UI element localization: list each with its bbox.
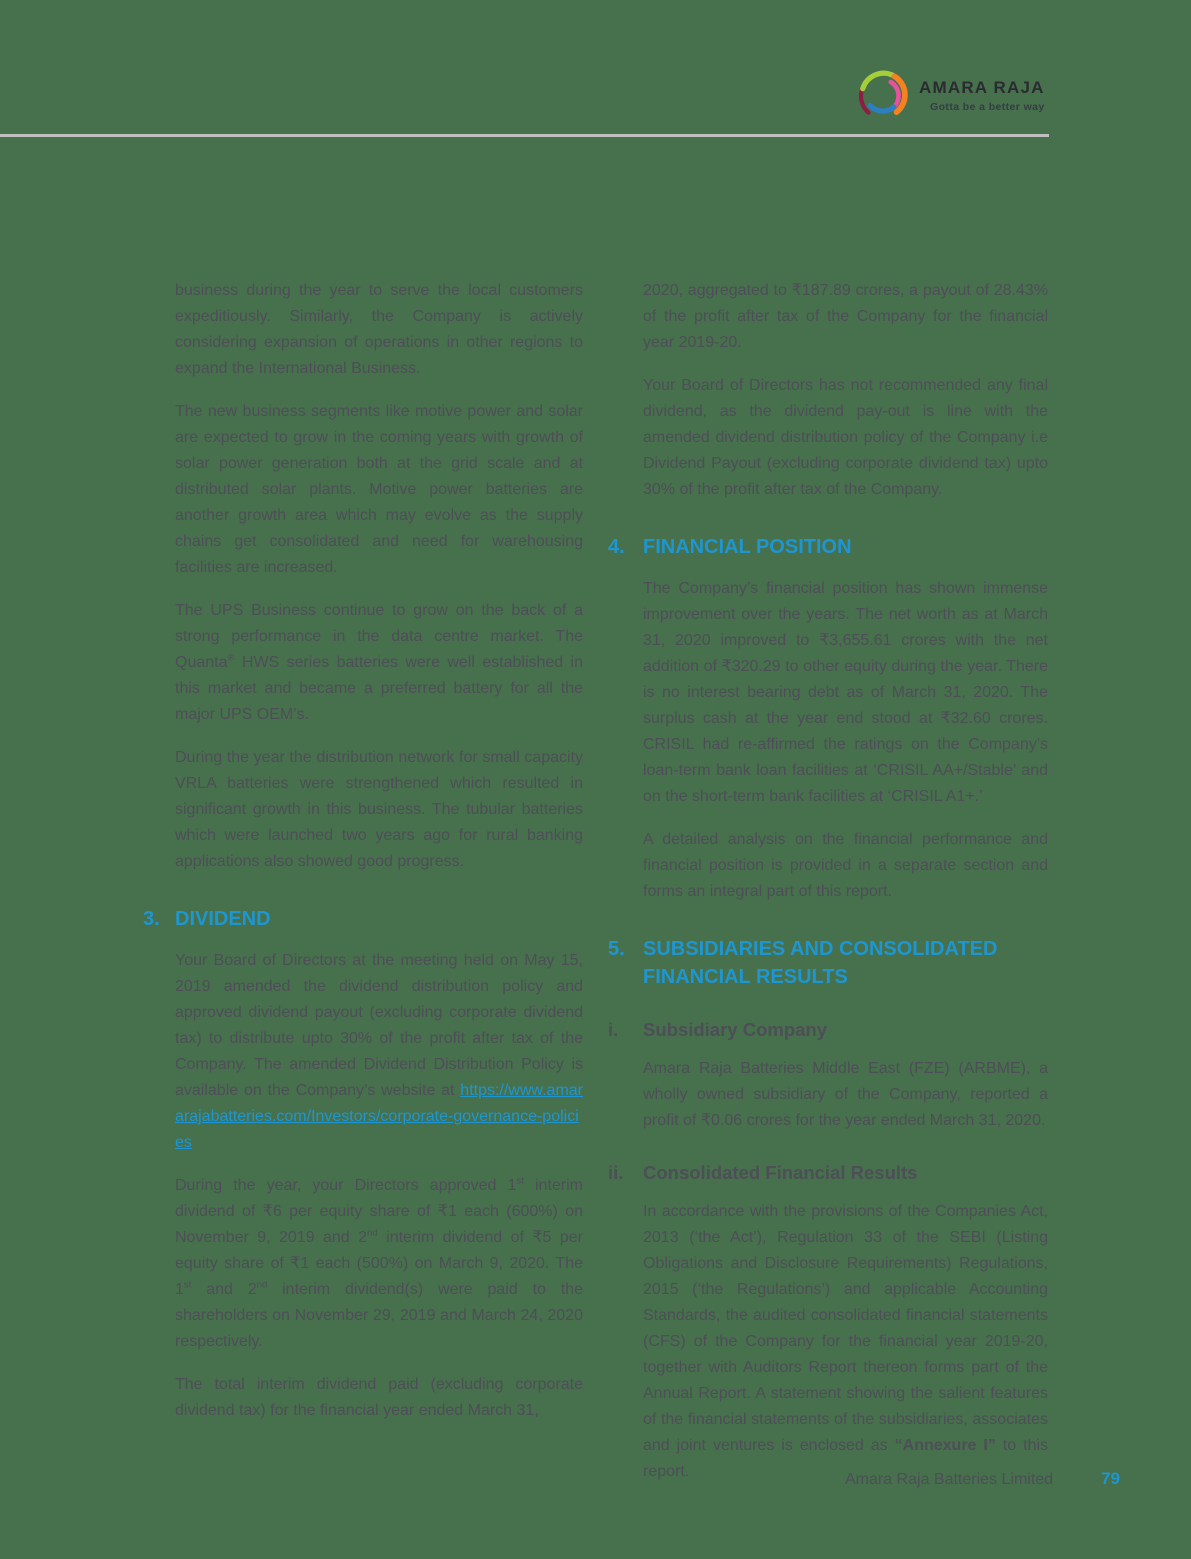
- superscript-text: ®: [227, 652, 235, 664]
- company-logo: [856, 68, 1045, 122]
- superscript-text: st: [516, 1175, 524, 1187]
- text-segment: The UPS Business continue to grow on the back of a strong performance in the data centre market. The Quanta: [175, 602, 583, 671]
- paragraph-interim-dividends: [143, 1173, 583, 1355]
- text-segment: A detailed analysis on the financial performance and financial position is provided in a separate section and forms an integral part of this report.: [643, 831, 1048, 900]
- section-number: 3.: [143, 908, 160, 930]
- section-heading-subsidiaries: [608, 935, 1048, 991]
- section-title: SUBSIDIARIES AND CONSOLIDATED FINANCIAL RESULTS: [643, 938, 998, 988]
- page-footer: [0, 1469, 1120, 1489]
- section-heading-financial-position: [608, 533, 1048, 561]
- text-segment: The total interim dividend paid (excluding corporate dividend tax) for the financial year ended March 31,: [175, 1376, 583, 1419]
- subsection-number: ii.: [608, 1162, 624, 1183]
- text-segment: to this report.: [643, 1437, 1048, 1480]
- superscript-text: st: [183, 1279, 192, 1291]
- section-title: DIVIDEND: [175, 908, 271, 930]
- text-segment: interim dividend of ₹6 per equity share of ₹1 each (600%) on November 9, 2019 and 2: [175, 1177, 583, 1246]
- text-segment: In accordance with the provisions of the Companies Act, 2013 (‘the Act’), Regulation 33 of the SEBI (Listing Obligations and Disclosure Requirements) Regulations, 2015 (‘the Regulations’) and applicable Accounting Standards, the audited consolidated financial statements (CFS) of the Company for the financial year 2019-20, together with Auditors Report thereon forms part of the Annual Report. A statement showing the salient features of the financial statements of the subsidiaries, associates and joint ventures is enclosed as: [643, 1203, 1048, 1454]
- subsection-title: Consolidated Financial Results: [643, 1162, 918, 1183]
- text-segment: During the year the distribution network for small capacity VRLA batteries were strengthened which resulted in significant growth in this business. The tubular batteries which were launched two years ago for rural banking applications also showed good progress.: [175, 749, 583, 870]
- text-segment: interim dividend of ₹5 per equity share of ₹1 each (500%) on March 9, 2020. The 1: [175, 1229, 583, 1298]
- paragraph-no-final-dividend: [608, 373, 1048, 503]
- text-segment: Your Board of Directors has not recommended any final dividend, as the dividend pay-out is line with the amended dividend distribution policy of the Company i.e Dividend Payout (excluding corporate dividend tax) upto 30% of the profit after tax of the Company.: [643, 377, 1048, 498]
- section-number: 5.: [608, 938, 625, 960]
- text-segment: interim dividend(s) were paid to the shareholders on November 29, 2019 and March 24, 2020 respectively.: [175, 1281, 584, 1350]
- brand-tagline: Gotta be a better way: [930, 100, 1045, 113]
- paragraph-business-expansion: [143, 278, 583, 382]
- subsection-number: i.: [608, 1019, 619, 1040]
- text-segment: and 2: [191, 1281, 257, 1298]
- section-heading-dividend: [143, 905, 583, 933]
- left-column: [143, 278, 583, 1441]
- policy-url-link[interactable]: https://www.amararajabatteries.com/Investors/corporate-governance-policies: [175, 1082, 583, 1151]
- text-segment: The new business segments like motive power and solar are expected to grow in the coming years with growth of solar power generation both at the grid scale and at distributed solar plants. Motive power batteries are another growth area which may evolve as the supply chains get consolidated and need for warehousing facilities are increased.: [175, 403, 583, 576]
- paragraph-dividend-policy: [143, 948, 583, 1156]
- paragraph-new-segments: [143, 399, 583, 581]
- text-segment: business during the year to serve the local customers expeditiously. Similarly, the Company is actively considering expansion of operations in other regions to expand the International Business.: [175, 282, 583, 377]
- footer-page-number: 79: [1101, 1469, 1120, 1488]
- paragraph-consolidated-statements: [608, 1199, 1048, 1485]
- paragraph-dividend-aggregate: [608, 278, 1048, 356]
- paragraph-detailed-analysis: [608, 827, 1048, 905]
- right-column: [608, 278, 1048, 1502]
- paragraph-arbme: [608, 1056, 1048, 1134]
- section-number: 4.: [608, 536, 625, 558]
- text-segment: Your Board of Directors at the meeting held on May 15, 2019 amended the dividend distribution policy and approved dividend payout (excluding corporate dividend tax) to distribute upto 30% of the profit after tax of the Company. The amended Dividend Distribution Policy is available on the Company’s website at: [175, 952, 583, 1099]
- subheading-subsidiary-company: [608, 1017, 1048, 1043]
- text-segment: The Company’s financial position has shown immense improvement over the years. The net worth as at March 31, 2020 improved to ₹3,655.61 crores with the net addition of ₹320.29 to other equity during the year. There is no interest bearing debt as of March 31, 2020. The surplus cash at the year end stood at ₹32.60 crores. CRISIL had re-affirmed the ratings on the Company’s loan-term bank loan facilities at ‘CRISIL AA+/Stable’ and on the short-term bank facilities at ‘CRISIL A1+.’: [643, 580, 1048, 805]
- paragraph-financial-position: [608, 576, 1048, 810]
- superscript-text: nd: [256, 1279, 268, 1291]
- superscript-text: nd: [367, 1227, 378, 1239]
- subheading-consolidated-results: [608, 1160, 1048, 1186]
- paragraph-ups-business: [143, 598, 583, 728]
- amara-raja-logo-icon: [856, 68, 910, 122]
- paragraph-total-dividend: [143, 1372, 583, 1424]
- brand-name: AMARA RAJA: [919, 77, 1045, 97]
- header-divider: [0, 134, 1049, 137]
- section-title: FINANCIAL POSITION: [643, 536, 852, 558]
- text-segment: HWS series batteries were well established in this market and became a preferred battery for all the major UPS OEM’s.: [175, 654, 583, 723]
- subsection-title: Subsidiary Company: [643, 1019, 828, 1040]
- bold-text-segment: “Annexure I”: [894, 1437, 996, 1454]
- paragraph-distribution-network: [143, 745, 583, 875]
- text-segment: Amara Raja Batteries Middle East (FZE) (ARBME), a wholly owned subsidiary of the Company, reported a profit of ₹0.06 crores for the year ended March 31, 2020.: [643, 1060, 1048, 1129]
- text-segment: 2020, aggregated to ₹187.89 crores, a payout of 28.43% of the profit after tax of the Company for the financial year 2019-20.: [643, 282, 1048, 351]
- brand-text-block: [919, 78, 1045, 113]
- text-segment: During the year, your Directors approved 1: [175, 1177, 517, 1194]
- footer-company-name: Amara Raja Batteries Limited: [844, 1471, 1054, 1488]
